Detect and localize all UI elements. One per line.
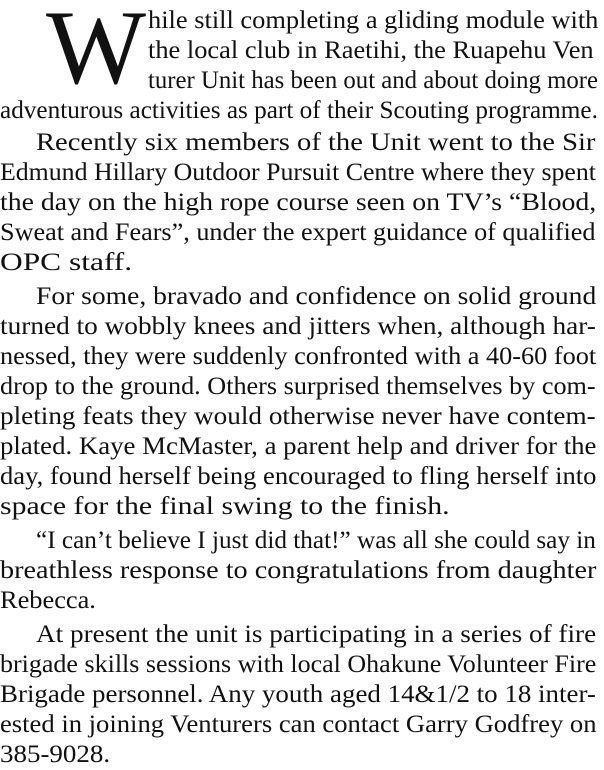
text-line: drop to the ground. Others surprised themselves by com- [0, 373, 596, 400]
text-line: the local club in Raetihi, the Ruapehu Ven [148, 37, 594, 64]
text-line: For some, bravado and confidence on solid ground [36, 283, 597, 310]
text-line: pleting feats they would otherwise never have contem- [0, 403, 596, 430]
text-line: brigade skills sessions with local Ohakune Volunteer Fire [0, 651, 597, 678]
text-line: the day on the high rope course seen on TV’s “Blood, [0, 189, 597, 216]
text-line: nessed, they were suddenly confronted with a 40-60 foot [0, 343, 597, 370]
drop-cap: W [46, 0, 147, 106]
text-line: day, found herself being encouraged to fling herself into [0, 463, 597, 490]
text-line: turer Unit has been out and about doing more [148, 67, 599, 94]
text-line: 385-9028. [0, 741, 111, 768]
text-line: Recently six members of the Unit went to the Sir [36, 129, 596, 156]
text-line: adventurous activities as part of their Scouting programme. [0, 97, 598, 124]
text-line: Rebecca. [0, 587, 96, 614]
text-line: breathless response to congratulations from daughter [0, 557, 597, 584]
text-line: plated. Kaye McMaster, a parent help and driver for the [0, 433, 597, 460]
text-line: Sweat and Fears”, under the expert guidance of qualified [0, 219, 596, 246]
text-line: OPC staff. [0, 249, 133, 276]
text-line: At present the unit is participating in a series of fire [36, 621, 597, 648]
text-line: space for the final swing to the finish. [0, 493, 450, 520]
text-line: “I can’t believe I just did that!” was all she could say in [36, 527, 596, 554]
text-line: ested in joining Venturers can contact Garry Godfrey on [0, 711, 597, 738]
text-line: Brigade personnel. Any youth aged 14&1/2 to 18 inter- [0, 681, 596, 708]
text-line: turned to wobbly knees and jitters when, although har- [0, 313, 596, 340]
text-line: hile still completing a gliding module with [148, 7, 599, 34]
text-line: Edmund Hillary Outdoor Pursuit Centre where they spent [0, 159, 596, 186]
